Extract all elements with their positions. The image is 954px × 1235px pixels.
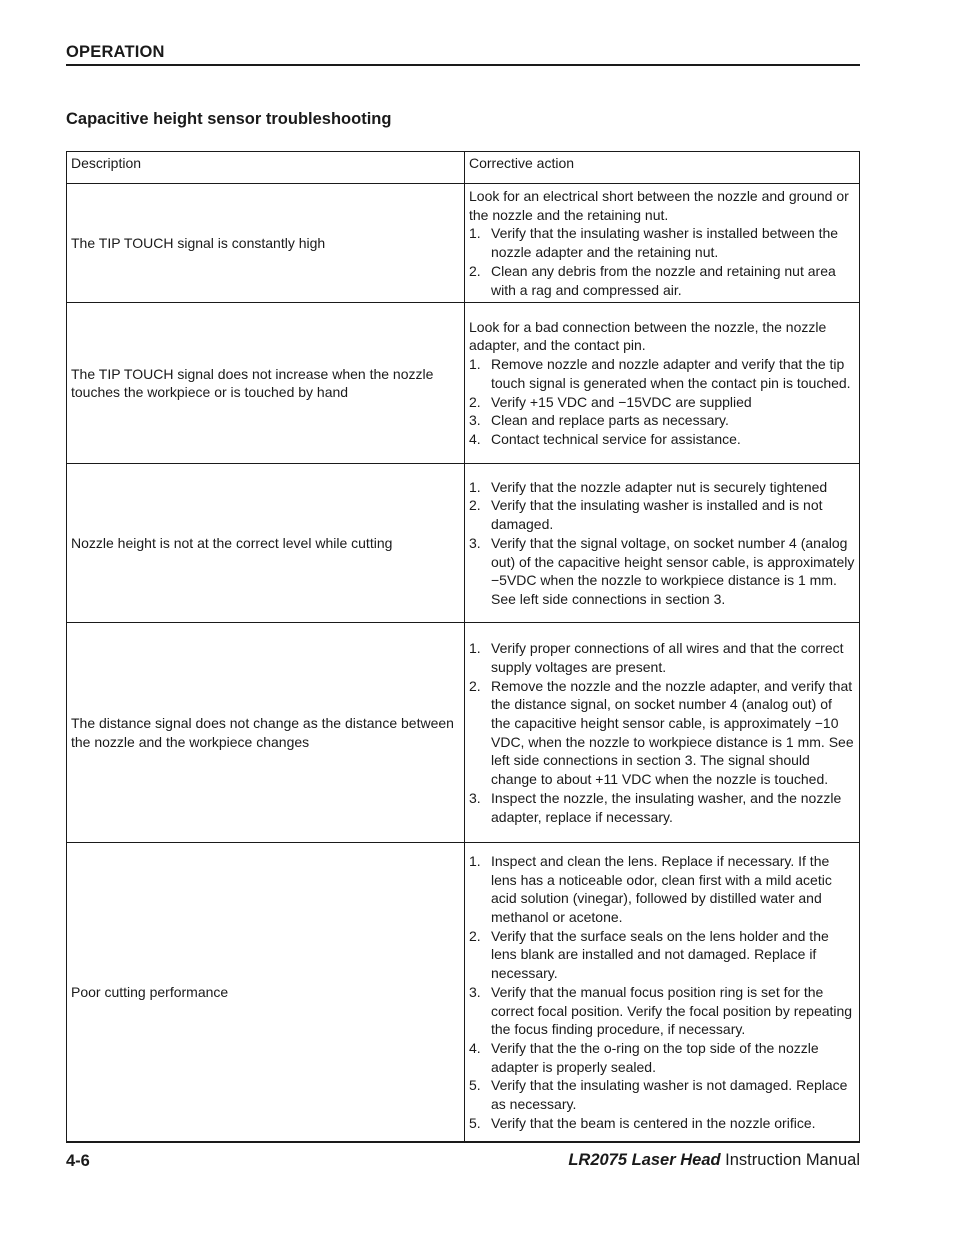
manual-label: Instruction Manual bbox=[725, 1151, 860, 1169]
table-row bbox=[67, 303, 860, 464]
step-text: Clean and replace parts as necessary. bbox=[491, 412, 729, 429]
troubleshooting-table bbox=[66, 151, 860, 1142]
step-number: 2. bbox=[469, 497, 481, 514]
step-text: Clean any debris from the nozzle and retaining nut area with a rag and compressed air. bbox=[491, 262, 836, 298]
action-steps bbox=[469, 224, 855, 299]
problem-description: Poor cutting performance bbox=[67, 843, 465, 1142]
step-number: 3. bbox=[469, 983, 481, 1000]
step-number: 1. bbox=[469, 356, 481, 373]
step-text: Verify proper connections of all wires and that the correct supply voltages are present. bbox=[491, 640, 844, 675]
step-text: Verify that the beam is centered in the nozzle orifice. bbox=[491, 1114, 816, 1131]
column-header-description: Description bbox=[67, 152, 465, 184]
step-text: Verify that the insulating washer is installed between the nozzle adapter and the retaining nut. bbox=[491, 225, 839, 261]
step-text: Inspect and clean the lens. Replace if necessary. If the lens has a noticeable odor, clean first with a mild acetic acid solution (vinegar), followed by distilled water and methanol or acetone. bbox=[491, 852, 832, 926]
page-number: 4-6 bbox=[66, 1152, 90, 1170]
step-number: 4. bbox=[469, 430, 481, 447]
action-step bbox=[469, 677, 855, 789]
step-number: 5. bbox=[469, 1077, 481, 1094]
step-number: 3. bbox=[469, 534, 481, 551]
step-text: Verify that the signal voltage, on socket number 4 (analog out) of the capacitive height sensor cable, is approximately −5VDC when the nozzle to workpiece distance is 1 mm. See left side connections in section 3. bbox=[491, 534, 855, 607]
step-text: Verify that the insulating washer is not damaged. Replace as necessary. bbox=[491, 1077, 848, 1113]
step-text: Inspect the nozzle, the insulating washer, and the nozzle adapter, replace if necessary. bbox=[491, 789, 842, 825]
step-text: Verify that the insulating washer is installed and is not damaged. bbox=[491, 497, 823, 533]
action-step bbox=[469, 639, 855, 676]
action-steps bbox=[469, 639, 855, 826]
action-step bbox=[469, 1076, 855, 1113]
step-text: Contact technical service for assistance. bbox=[491, 430, 741, 447]
table-row bbox=[67, 843, 860, 1142]
problem-description: Nozzle height is not at the correct level while cutting bbox=[67, 464, 465, 623]
section-title: Capacitive height sensor troubleshooting bbox=[66, 110, 392, 128]
step-number: 1. bbox=[469, 225, 481, 242]
page-header bbox=[66, 42, 860, 66]
step-number: 3. bbox=[469, 789, 481, 806]
action-step bbox=[469, 393, 855, 412]
action-step bbox=[469, 478, 855, 497]
column-header-corrective-action: Corrective action bbox=[465, 152, 860, 184]
action-step bbox=[469, 983, 855, 1039]
table-row bbox=[67, 623, 860, 843]
action-step bbox=[469, 355, 855, 392]
action-step bbox=[469, 224, 855, 261]
step-text: Verify that the surface seals on the lens holder and the lens blank are installed and not damaged. Replace if necessary. bbox=[491, 927, 829, 982]
step-number: 3. bbox=[469, 412, 481, 429]
step-text: Verify that the the o-ring on the top side of the nozzle adapter is properly sealed. bbox=[491, 1039, 819, 1075]
step-text: Verify +15 VDC and −15VDC are supplied bbox=[491, 393, 752, 410]
action-intro: Look for a bad connection between the nozzle, the nozzle adapter, and the contact pin. bbox=[469, 318, 827, 354]
step-number: 1. bbox=[469, 640, 481, 657]
action-step bbox=[469, 1039, 855, 1076]
corrective-action-cell bbox=[465, 303, 860, 464]
action-step bbox=[469, 534, 855, 609]
step-text: Verify that the manual focus position ring is set for the correct focal position. Verify the focal position by repeating the focus finding procedure, if necessary. bbox=[491, 983, 853, 1038]
action-intro: Look for an electrical short between the nozzle and ground or the nozzle and the retaining nut. bbox=[469, 188, 849, 223]
footer-rule bbox=[66, 1141, 860, 1143]
step-number: 2. bbox=[469, 677, 481, 694]
step-text: Verify that the nozzle adapter nut is securely tightened bbox=[491, 478, 828, 495]
corrective-action-cell bbox=[465, 184, 860, 303]
table-header-row bbox=[67, 152, 860, 184]
table-row bbox=[67, 184, 860, 303]
action-step bbox=[469, 927, 855, 983]
corrective-action-cell bbox=[465, 623, 860, 843]
step-number: 2. bbox=[469, 262, 481, 279]
step-number: 1. bbox=[469, 852, 481, 869]
step-text: Remove nozzle and nozzle adapter and verify that the tip touch signal is generated when the contact pin is touched. bbox=[491, 356, 851, 391]
step-number: 2. bbox=[469, 927, 481, 944]
action-steps bbox=[469, 478, 855, 609]
action-step bbox=[469, 262, 855, 299]
corrective-action-cell bbox=[465, 843, 860, 1142]
action-step bbox=[469, 430, 855, 449]
problem-description: The distance signal does not change as the distance between the nozzle and the workpiece changes bbox=[67, 623, 465, 843]
action-steps bbox=[469, 355, 855, 449]
table-row bbox=[67, 464, 860, 623]
problem-description: The TIP TOUCH signal is constantly high bbox=[67, 184, 465, 303]
problem-description: The TIP TOUCH signal does not increase when the nozzle touches the workpiece or is touched by hand bbox=[67, 303, 465, 464]
step-number: 5. bbox=[469, 1114, 481, 1131]
action-step bbox=[469, 411, 855, 430]
product-name: LR2075 Laser Head bbox=[568, 1151, 721, 1169]
manual-title bbox=[568, 1150, 860, 1170]
action-step bbox=[469, 1114, 855, 1133]
action-steps bbox=[469, 852, 855, 1133]
action-step bbox=[469, 852, 855, 927]
step-number: 2. bbox=[469, 393, 481, 410]
corrective-action-cell bbox=[465, 464, 860, 623]
step-number: 1. bbox=[469, 478, 481, 495]
step-text: Remove the nozzle and the nozzle adapter, and verify that the distance signal, on socket number 4 (analog out) of the capacitive height sensor cable, is approximately −10 VDC, when the nozzle to workpiece distance is 1 mm. See left side connections in section 3. The signal should change to about +11 VDC when the nozzle is touched. bbox=[491, 677, 854, 788]
step-number: 4. bbox=[469, 1039, 481, 1056]
action-step bbox=[469, 496, 855, 533]
header-title: OPERATION bbox=[66, 43, 165, 61]
action-step bbox=[469, 789, 855, 826]
